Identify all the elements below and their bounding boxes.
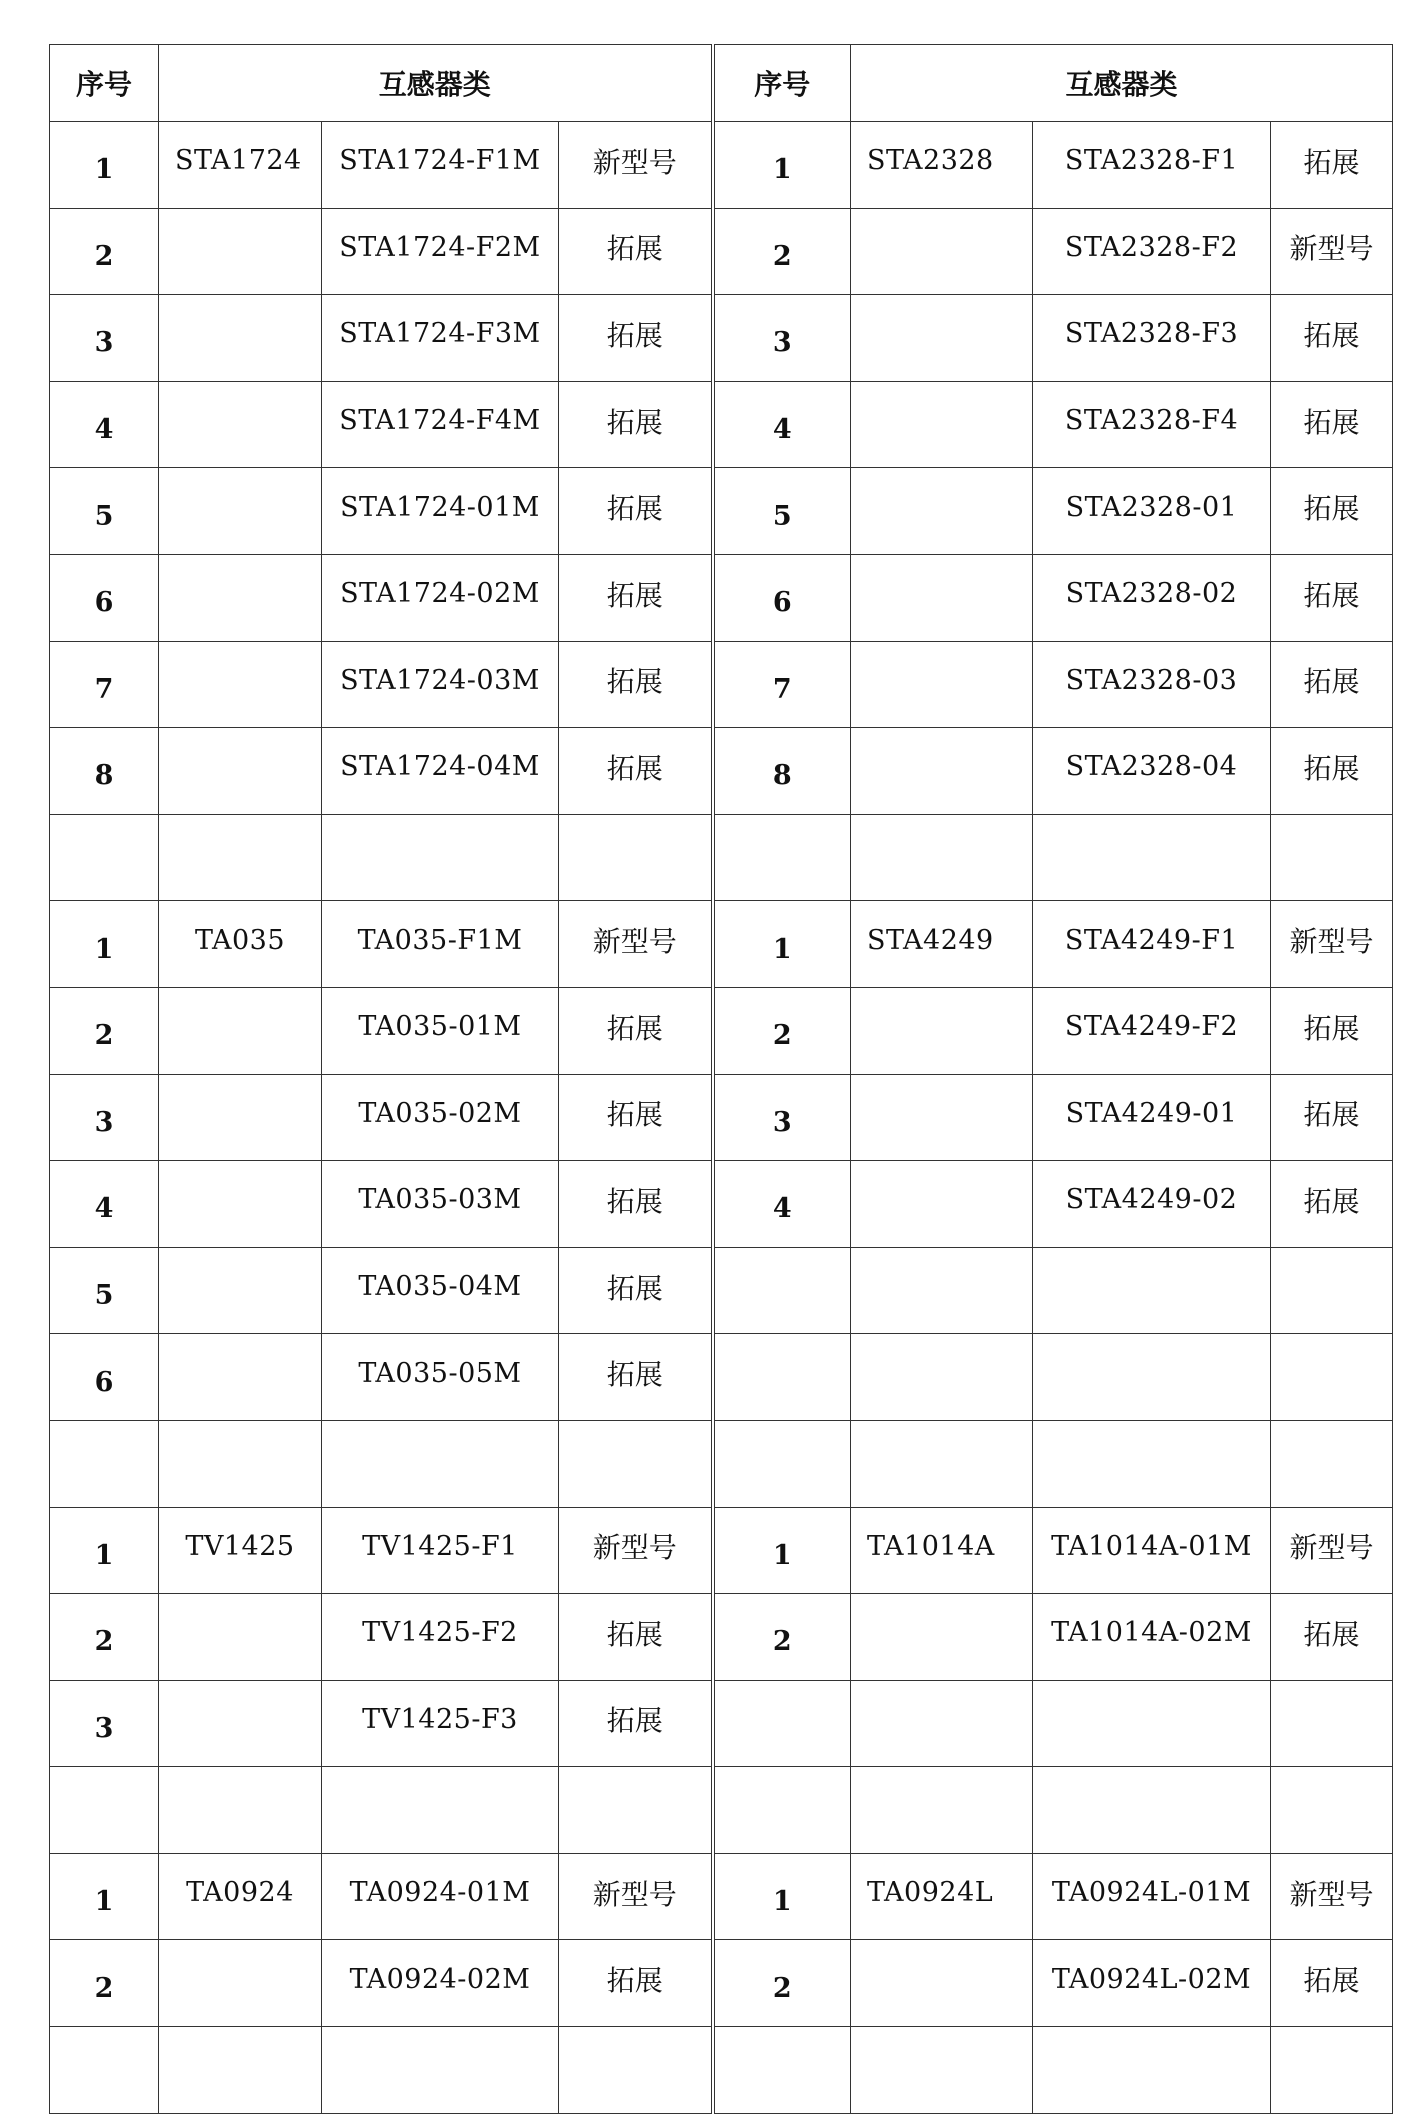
left-variant-cell: TA035-05M [322, 1334, 559, 1421]
right-type-cell [1271, 1247, 1393, 1334]
left-type-cell: 拓展 [559, 1074, 713, 1161]
right-model-cell [851, 1594, 1033, 1681]
right-type-cell: 新型号 [1271, 1853, 1393, 1940]
right-seq-cell [713, 1680, 851, 1767]
right-variant-cell: STA2328-F3 [1033, 295, 1271, 382]
right-variant-cell: STA4249-F2 [1033, 987, 1271, 1074]
right-type-cell: 拓展 [1271, 641, 1393, 728]
right-seq-cell [713, 1334, 851, 1421]
left-seq-cell: 6 [50, 554, 159, 641]
left-seq-cell: 2 [50, 1940, 159, 2027]
left-variant-cell [322, 814, 559, 901]
right-seq-cell: 8 [713, 728, 851, 815]
left-variant-cell: TV1425-F1 [322, 1507, 559, 1594]
right-model-cell [851, 381, 1033, 468]
right-seq-cell: 3 [713, 295, 851, 382]
left-type-cell [559, 2027, 713, 2114]
right-variant-cell: STA2328-F1 [1033, 122, 1271, 209]
right-type-cell: 拓展 [1271, 1074, 1393, 1161]
left-model-cell [159, 1594, 322, 1681]
left-model-cell [159, 2027, 322, 2114]
left-model-cell [159, 1680, 322, 1767]
right-variant-cell [1033, 1420, 1271, 1507]
right-seq-cell: 2 [713, 1594, 851, 1681]
left-variant-cell: STA1724-04M [322, 728, 559, 815]
left-model-cell: STA1724 [159, 122, 322, 209]
left-seq-cell: 4 [50, 381, 159, 468]
left-model-cell [159, 814, 322, 901]
left-model-cell [159, 208, 322, 295]
left-variant-cell: TA035-04M [322, 1247, 559, 1334]
left-seq-cell: 5 [50, 1247, 159, 1334]
left-variant-cell: STA1724-02M [322, 554, 559, 641]
left-variant-cell: STA1724-F1M [322, 122, 559, 209]
left-type-cell: 拓展 [559, 208, 713, 295]
right-variant-cell [1033, 1680, 1271, 1767]
right-seq-cell: 2 [713, 987, 851, 1074]
right-seq-cell [713, 814, 851, 901]
left-type-cell: 拓展 [559, 1680, 713, 1767]
right-model-cell: TA0924L [851, 1853, 1033, 1940]
right-type-cell: 拓展 [1271, 295, 1393, 382]
right-model-cell [851, 1247, 1033, 1334]
right-variant-cell [1033, 1767, 1271, 1854]
left-variant-cell: TA035-01M [322, 987, 559, 1074]
left-type-cell [559, 1767, 713, 1854]
right-type-cell [1271, 1420, 1393, 1507]
table-row [50, 1074, 1393, 1161]
left-variant-cell [322, 1420, 559, 1507]
header-right-category: 互感器类 [851, 45, 1393, 122]
left-type-cell: 拓展 [559, 1940, 713, 2027]
left-type-cell: 拓展 [559, 295, 713, 382]
right-type-cell: 新型号 [1271, 1507, 1393, 1594]
right-model-cell [851, 1680, 1033, 1767]
table-row [50, 468, 1393, 555]
left-seq-cell: 4 [50, 1161, 159, 1248]
left-seq-cell: 7 [50, 641, 159, 728]
left-model-cell [159, 381, 322, 468]
left-variant-cell [322, 2027, 559, 2114]
left-model-cell [159, 987, 322, 1074]
left-seq-cell: 1 [50, 122, 159, 209]
table-row [50, 901, 1393, 988]
left-variant-cell: TV1425-F3 [322, 1680, 559, 1767]
right-seq-cell: 1 [713, 1853, 851, 1940]
right-variant-cell: STA2328-01 [1033, 468, 1271, 555]
right-type-cell: 拓展 [1271, 1940, 1393, 2027]
left-seq-cell: 5 [50, 468, 159, 555]
table-row [50, 1594, 1393, 1681]
right-variant-cell: STA2328-F2 [1033, 208, 1271, 295]
left-variant-cell: TA0924-02M [322, 1940, 559, 2027]
table-row [50, 641, 1393, 728]
right-variant-cell: TA0924L-01M [1033, 1853, 1271, 1940]
right-type-cell: 拓展 [1271, 987, 1393, 1074]
left-model-cell [159, 1247, 322, 1334]
right-type-cell: 新型号 [1271, 901, 1393, 988]
right-model-cell [851, 1074, 1033, 1161]
left-type-cell: 拓展 [559, 554, 713, 641]
left-model-cell [159, 1420, 322, 1507]
table-row [50, 295, 1393, 382]
right-type-cell [1271, 1334, 1393, 1421]
right-variant-cell [1033, 1334, 1271, 1421]
table-row [50, 987, 1393, 1074]
table-row [50, 1853, 1393, 1940]
right-seq-cell: 1 [713, 122, 851, 209]
left-seq-cell: 1 [50, 1507, 159, 1594]
table-row [50, 2027, 1393, 2114]
left-type-cell: 拓展 [559, 381, 713, 468]
left-variant-cell: TA035-02M [322, 1074, 559, 1161]
right-variant-cell [1033, 814, 1271, 901]
header-right-seq: 序号 [713, 45, 851, 122]
right-variant-cell: TA1014A-02M [1033, 1594, 1271, 1681]
left-variant-cell: TV1425-F2 [322, 1594, 559, 1681]
right-variant-cell: STA4249-02 [1033, 1161, 1271, 1248]
right-model-cell [851, 1420, 1033, 1507]
left-type-cell: 拓展 [559, 1334, 713, 1421]
table-row [50, 381, 1393, 468]
right-type-cell: 新型号 [1271, 208, 1393, 295]
right-variant-cell [1033, 1247, 1271, 1334]
left-seq-cell [50, 814, 159, 901]
right-type-cell: 拓展 [1271, 554, 1393, 641]
right-seq-cell: 1 [713, 901, 851, 988]
left-variant-cell: STA1724-03M [322, 641, 559, 728]
right-model-cell: TA1014A [851, 1507, 1033, 1594]
left-variant-cell: TA035-03M [322, 1161, 559, 1248]
left-model-cell: TA035 [159, 901, 322, 988]
right-type-cell [1271, 2027, 1393, 2114]
right-variant-cell: STA4249-01 [1033, 1074, 1271, 1161]
left-seq-cell: 2 [50, 987, 159, 1074]
left-seq-cell [50, 1420, 159, 1507]
left-model-cell: TA0924 [159, 1853, 322, 1940]
right-seq-cell: 7 [713, 641, 851, 728]
right-model-cell [851, 641, 1033, 728]
right-seq-cell [713, 1247, 851, 1334]
left-type-cell: 新型号 [559, 901, 713, 988]
left-seq-cell: 3 [50, 1680, 159, 1767]
left-seq-cell: 6 [50, 1334, 159, 1421]
table-row [50, 554, 1393, 641]
table-row [50, 1940, 1393, 2027]
right-type-cell [1271, 1767, 1393, 1854]
right-model-cell [851, 208, 1033, 295]
left-model-cell [159, 641, 322, 728]
right-variant-cell: STA2328-04 [1033, 728, 1271, 815]
transformer-model-table [49, 44, 1393, 2114]
right-type-cell [1271, 1680, 1393, 1767]
right-variant-cell: STA2328-F4 [1033, 381, 1271, 468]
right-seq-cell [713, 1767, 851, 1854]
table-row [50, 1161, 1393, 1248]
right-model-cell [851, 987, 1033, 1074]
left-seq-cell: 3 [50, 1074, 159, 1161]
right-type-cell [1271, 814, 1393, 901]
left-variant-cell: STA1724-F3M [322, 295, 559, 382]
left-variant-cell [322, 1767, 559, 1854]
right-type-cell: 拓展 [1271, 1594, 1393, 1681]
left-type-cell: 新型号 [559, 1853, 713, 1940]
left-model-cell [159, 1334, 322, 1421]
right-model-cell [851, 728, 1033, 815]
right-seq-cell: 4 [713, 381, 851, 468]
right-seq-cell [713, 1420, 851, 1507]
right-seq-cell: 2 [713, 1940, 851, 2027]
right-model-cell [851, 1940, 1033, 2027]
left-variant-cell: STA1724-01M [322, 468, 559, 555]
right-variant-cell [1033, 2027, 1271, 2114]
right-seq-cell: 5 [713, 468, 851, 555]
right-seq-cell [713, 2027, 851, 2114]
right-type-cell: 拓展 [1271, 468, 1393, 555]
table-row [50, 208, 1393, 295]
header-left-seq: 序号 [50, 45, 159, 122]
right-model-cell [851, 2027, 1033, 2114]
left-model-cell [159, 1940, 322, 2027]
left-seq-cell [50, 1767, 159, 1854]
right-variant-cell: STA2328-03 [1033, 641, 1271, 728]
right-variant-cell: STA4249-F1 [1033, 901, 1271, 988]
left-type-cell: 拓展 [559, 641, 713, 728]
right-model-cell [851, 1161, 1033, 1248]
left-seq-cell: 2 [50, 208, 159, 295]
table-row [50, 1247, 1393, 1334]
right-type-cell: 拓展 [1271, 1161, 1393, 1248]
left-type-cell [559, 1420, 713, 1507]
right-model-cell [851, 814, 1033, 901]
right-model-cell [851, 1767, 1033, 1854]
table-row [50, 728, 1393, 815]
table-row [50, 1680, 1393, 1767]
table-row [50, 814, 1393, 901]
right-type-cell: 拓展 [1271, 381, 1393, 468]
left-variant-cell: TA035-F1M [322, 901, 559, 988]
left-type-cell [559, 814, 713, 901]
table-body [50, 122, 1393, 2114]
header-left-category: 互感器类 [159, 45, 713, 122]
left-model-cell [159, 728, 322, 815]
right-variant-cell: TA0924L-02M [1033, 1940, 1271, 2027]
left-model-cell [159, 468, 322, 555]
left-model-cell [159, 295, 322, 382]
right-seq-cell: 4 [713, 1161, 851, 1248]
left-seq-cell: 3 [50, 295, 159, 382]
table-row [50, 1420, 1393, 1507]
left-variant-cell: STA1724-F2M [322, 208, 559, 295]
right-model-cell [851, 1334, 1033, 1421]
left-seq-cell: 8 [50, 728, 159, 815]
left-type-cell: 拓展 [559, 728, 713, 815]
table-row [50, 1334, 1393, 1421]
right-seq-cell: 6 [713, 554, 851, 641]
left-type-cell: 拓展 [559, 1594, 713, 1681]
right-seq-cell: 3 [713, 1074, 851, 1161]
right-model-cell [851, 295, 1033, 382]
left-type-cell: 拓展 [559, 468, 713, 555]
right-type-cell: 拓展 [1271, 122, 1393, 209]
left-seq-cell: 1 [50, 1853, 159, 1940]
right-variant-cell: TA1014A-01M [1033, 1507, 1271, 1594]
left-seq-cell [50, 2027, 159, 2114]
right-seq-cell: 1 [713, 1507, 851, 1594]
left-type-cell: 拓展 [559, 987, 713, 1074]
left-model-cell [159, 1074, 322, 1161]
right-variant-cell: STA2328-02 [1033, 554, 1271, 641]
left-type-cell: 新型号 [559, 122, 713, 209]
left-model-cell: TV1425 [159, 1507, 322, 1594]
right-model-cell [851, 468, 1033, 555]
left-variant-cell: TA0924-01M [322, 1853, 559, 1940]
right-seq-cell: 2 [713, 208, 851, 295]
left-seq-cell: 2 [50, 1594, 159, 1681]
right-model-cell [851, 554, 1033, 641]
right-model-cell: STA4249 [851, 901, 1033, 988]
left-type-cell: 拓展 [559, 1247, 713, 1334]
left-model-cell [159, 1767, 322, 1854]
table-row [50, 1507, 1393, 1594]
table-row [50, 1767, 1393, 1854]
right-type-cell: 拓展 [1271, 728, 1393, 815]
header-row [50, 45, 1393, 122]
left-seq-cell: 1 [50, 901, 159, 988]
left-type-cell: 新型号 [559, 1507, 713, 1594]
right-model-cell: STA2328 [851, 122, 1033, 209]
left-model-cell [159, 554, 322, 641]
table-row [50, 122, 1393, 209]
left-type-cell: 拓展 [559, 1161, 713, 1248]
left-variant-cell: STA1724-F4M [322, 381, 559, 468]
left-model-cell [159, 1161, 322, 1248]
